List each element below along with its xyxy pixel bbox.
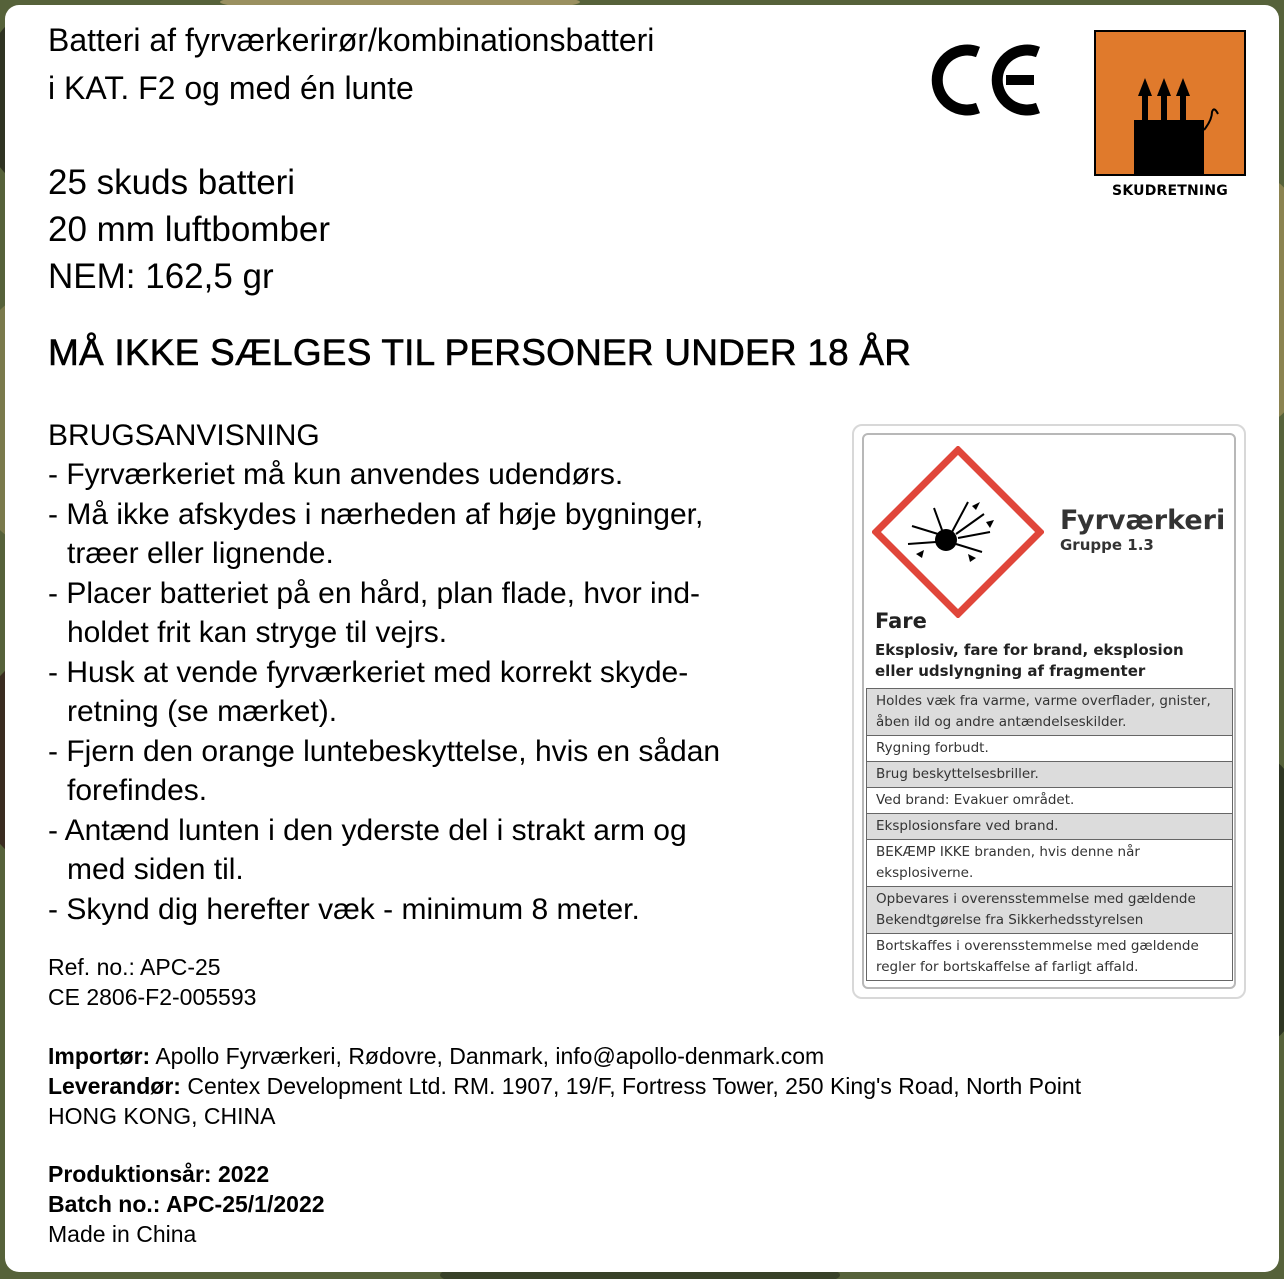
instruction-line: med siden til. (67, 853, 244, 886)
precaution-text: Eksplosionsfare ved brand. (876, 818, 1059, 834)
origin: Made in China (48, 1221, 197, 1247)
ghs-precaution-list (866, 688, 1233, 981)
precaution-row (866, 933, 1233, 981)
instruction-line: retning (se mærket). (67, 695, 338, 728)
instruction-line: forefindes. (67, 774, 208, 807)
precaution-row (866, 886, 1233, 933)
batch-number (48, 1193, 325, 1216)
ghs-signal-word: Fare (875, 609, 927, 633)
precaution-text: eksplosiverne. (876, 865, 974, 881)
spec-caliber: 20 mm luftbomber (48, 210, 331, 249)
title-line-1: Batteri af fyrværkerirør/kombinationsbatteri (48, 22, 655, 58)
ghs-title: Fyrværkeri (1060, 505, 1226, 536)
title-line-2: i KAT. F2 og med én lunte (48, 70, 414, 106)
ce-mark-logo (930, 40, 1045, 120)
batch-value: APC-25/1/2022 (160, 1191, 325, 1217)
precaution-row (866, 735, 1233, 761)
instruction-line: træer eller lignende. (67, 537, 334, 570)
skudretning-label: SKUDRETNING (1112, 183, 1228, 199)
ghs-group: Gruppe 1.3 (1060, 536, 1154, 554)
precaution-text: Rygning forbudt. (876, 740, 989, 756)
instruction-line: holdet frit kan stryge til vejrs. (67, 616, 448, 649)
batch-label: Batch no.: (48, 1191, 161, 1217)
supplier-value: Centex Development Ltd. RM. 1907, 19/F, Fortress Tower, 250 King's Road, North Point (180, 1073, 1082, 1099)
precaution-text: Brug beskyttelsesbriller. (876, 766, 1039, 782)
age-warning: MÅ IKKE SÆLGES TIL PERSONER UNDER 18 ÅR (48, 332, 912, 373)
precaution-text: Bekendtgørelse fra Sikkerhedsstyrelsen (876, 912, 1144, 928)
ce-number: CE 2806-F2-005593 (48, 984, 257, 1010)
importer-value: Apollo Fyrværkeri, Rødovre, Danmark, info@apollo-denmark.com (150, 1043, 825, 1069)
production-year-label: Produktionsår: (48, 1161, 212, 1187)
ref-number: Ref. no.: APC-25 (48, 954, 221, 980)
precaution-text: Ved brand: Evakuer området. (876, 792, 1075, 808)
production-year-value: 2022 (211, 1161, 270, 1187)
ghs-hazard-statement: Eksplosiv, fare for brand, eksplosion eller udslyngning af fragmenter (875, 641, 1184, 680)
precaution-row (866, 839, 1233, 886)
instruction-line: - Antænd lunten i den yderste del i strakt arm og (48, 814, 687, 847)
precaution-text: Bortskaffes i overensstemmelse med gældende (876, 938, 1199, 954)
precaution-row (866, 688, 1233, 735)
precaution-row (866, 813, 1233, 839)
instructions-heading: BRUGSANVISNING (48, 419, 320, 452)
spec-nem: NEM: 162,5 gr (48, 257, 274, 296)
instruction-line: - Fyrværkeriet må kun anvendes udendørs. (48, 458, 624, 491)
precaution-text: Holdes væk fra varme, varme overflader, gnister, (876, 693, 1211, 709)
supplier-label: Leverandør: (48, 1073, 181, 1099)
exploding-bomb-icon (872, 446, 1044, 618)
precaution-row (866, 787, 1233, 813)
supplier-line (48, 1075, 1081, 1098)
importer-label: Importør: (48, 1043, 151, 1069)
precaution-text: Opbevares i overensstemmelse med gældende (876, 891, 1196, 907)
instruction-line: - Skynd dig herefter væk - minimum 8 meter. (48, 893, 640, 926)
instruction-line: - Fjern den orange luntebeskyttelse, hvis en sådan (48, 735, 721, 768)
instruction-line: - Placer batteriet på en hård, plan flade, hvor ind- (48, 577, 701, 610)
precaution-text: åben ild og andre antændelseskilder. (876, 714, 1127, 730)
precaution-row (866, 761, 1233, 787)
precaution-text: BEKÆMP IKKE branden, hvis denne når (876, 844, 1140, 860)
importer-line (48, 1045, 824, 1068)
supplier-country: HONG KONG, CHINA (48, 1103, 276, 1129)
precaution-text: regler for bortskaffelse af farligt affald. (876, 959, 1139, 975)
skudretning-icon (1094, 30, 1246, 176)
spec-shots: 25 skuds batteri (48, 163, 296, 202)
instruction-line: - Må ikke afskydes i nærheden af høje bygninger, (48, 498, 704, 531)
production-year (48, 1163, 269, 1186)
instruction-line: - Husk at vende fyrværkeriet med korrekt skyde- (48, 656, 689, 689)
